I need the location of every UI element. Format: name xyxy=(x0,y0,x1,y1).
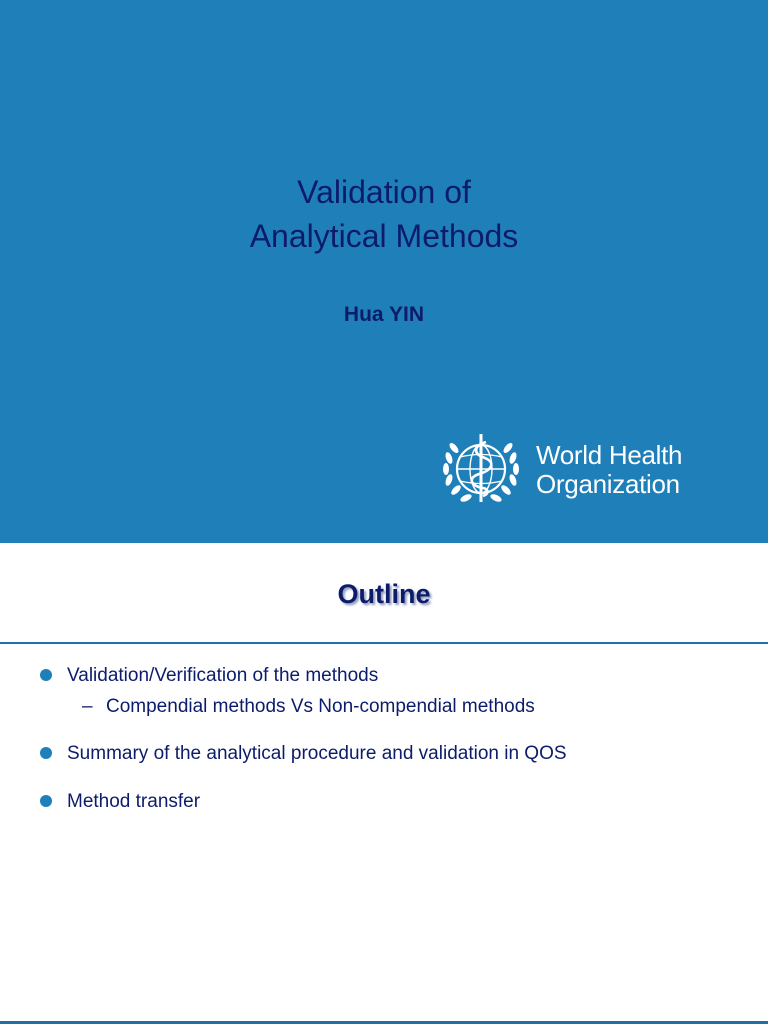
who-logo xyxy=(439,428,701,510)
outline-slide xyxy=(0,543,768,1024)
bullet-dot-icon xyxy=(40,795,52,807)
who-text-line-1: World Health xyxy=(536,440,683,470)
dash-marker: – xyxy=(82,696,93,717)
who-text-line-2: Organization xyxy=(536,469,680,499)
sub-list-item-text: Compendial methods Vs Non-compendial methods xyxy=(106,696,535,717)
list-item-text: Summary of the analytical procedure and validation in QOS xyxy=(67,743,567,764)
bullet-dot-icon xyxy=(40,747,52,759)
list-item-text: Validation/Verification of the methods xyxy=(67,665,379,686)
outline-heading: Outline xyxy=(337,579,431,609)
who-emblem-icon xyxy=(439,428,523,510)
heading-divider xyxy=(0,642,768,644)
slide-title-line-2: Analytical Methods xyxy=(249,218,519,254)
bullet-dot-icon xyxy=(40,669,52,681)
list-item-text: Method transfer xyxy=(67,791,201,812)
author-name: Hua YIN xyxy=(343,303,425,326)
slide-title-line-1: Validation of xyxy=(297,174,471,210)
